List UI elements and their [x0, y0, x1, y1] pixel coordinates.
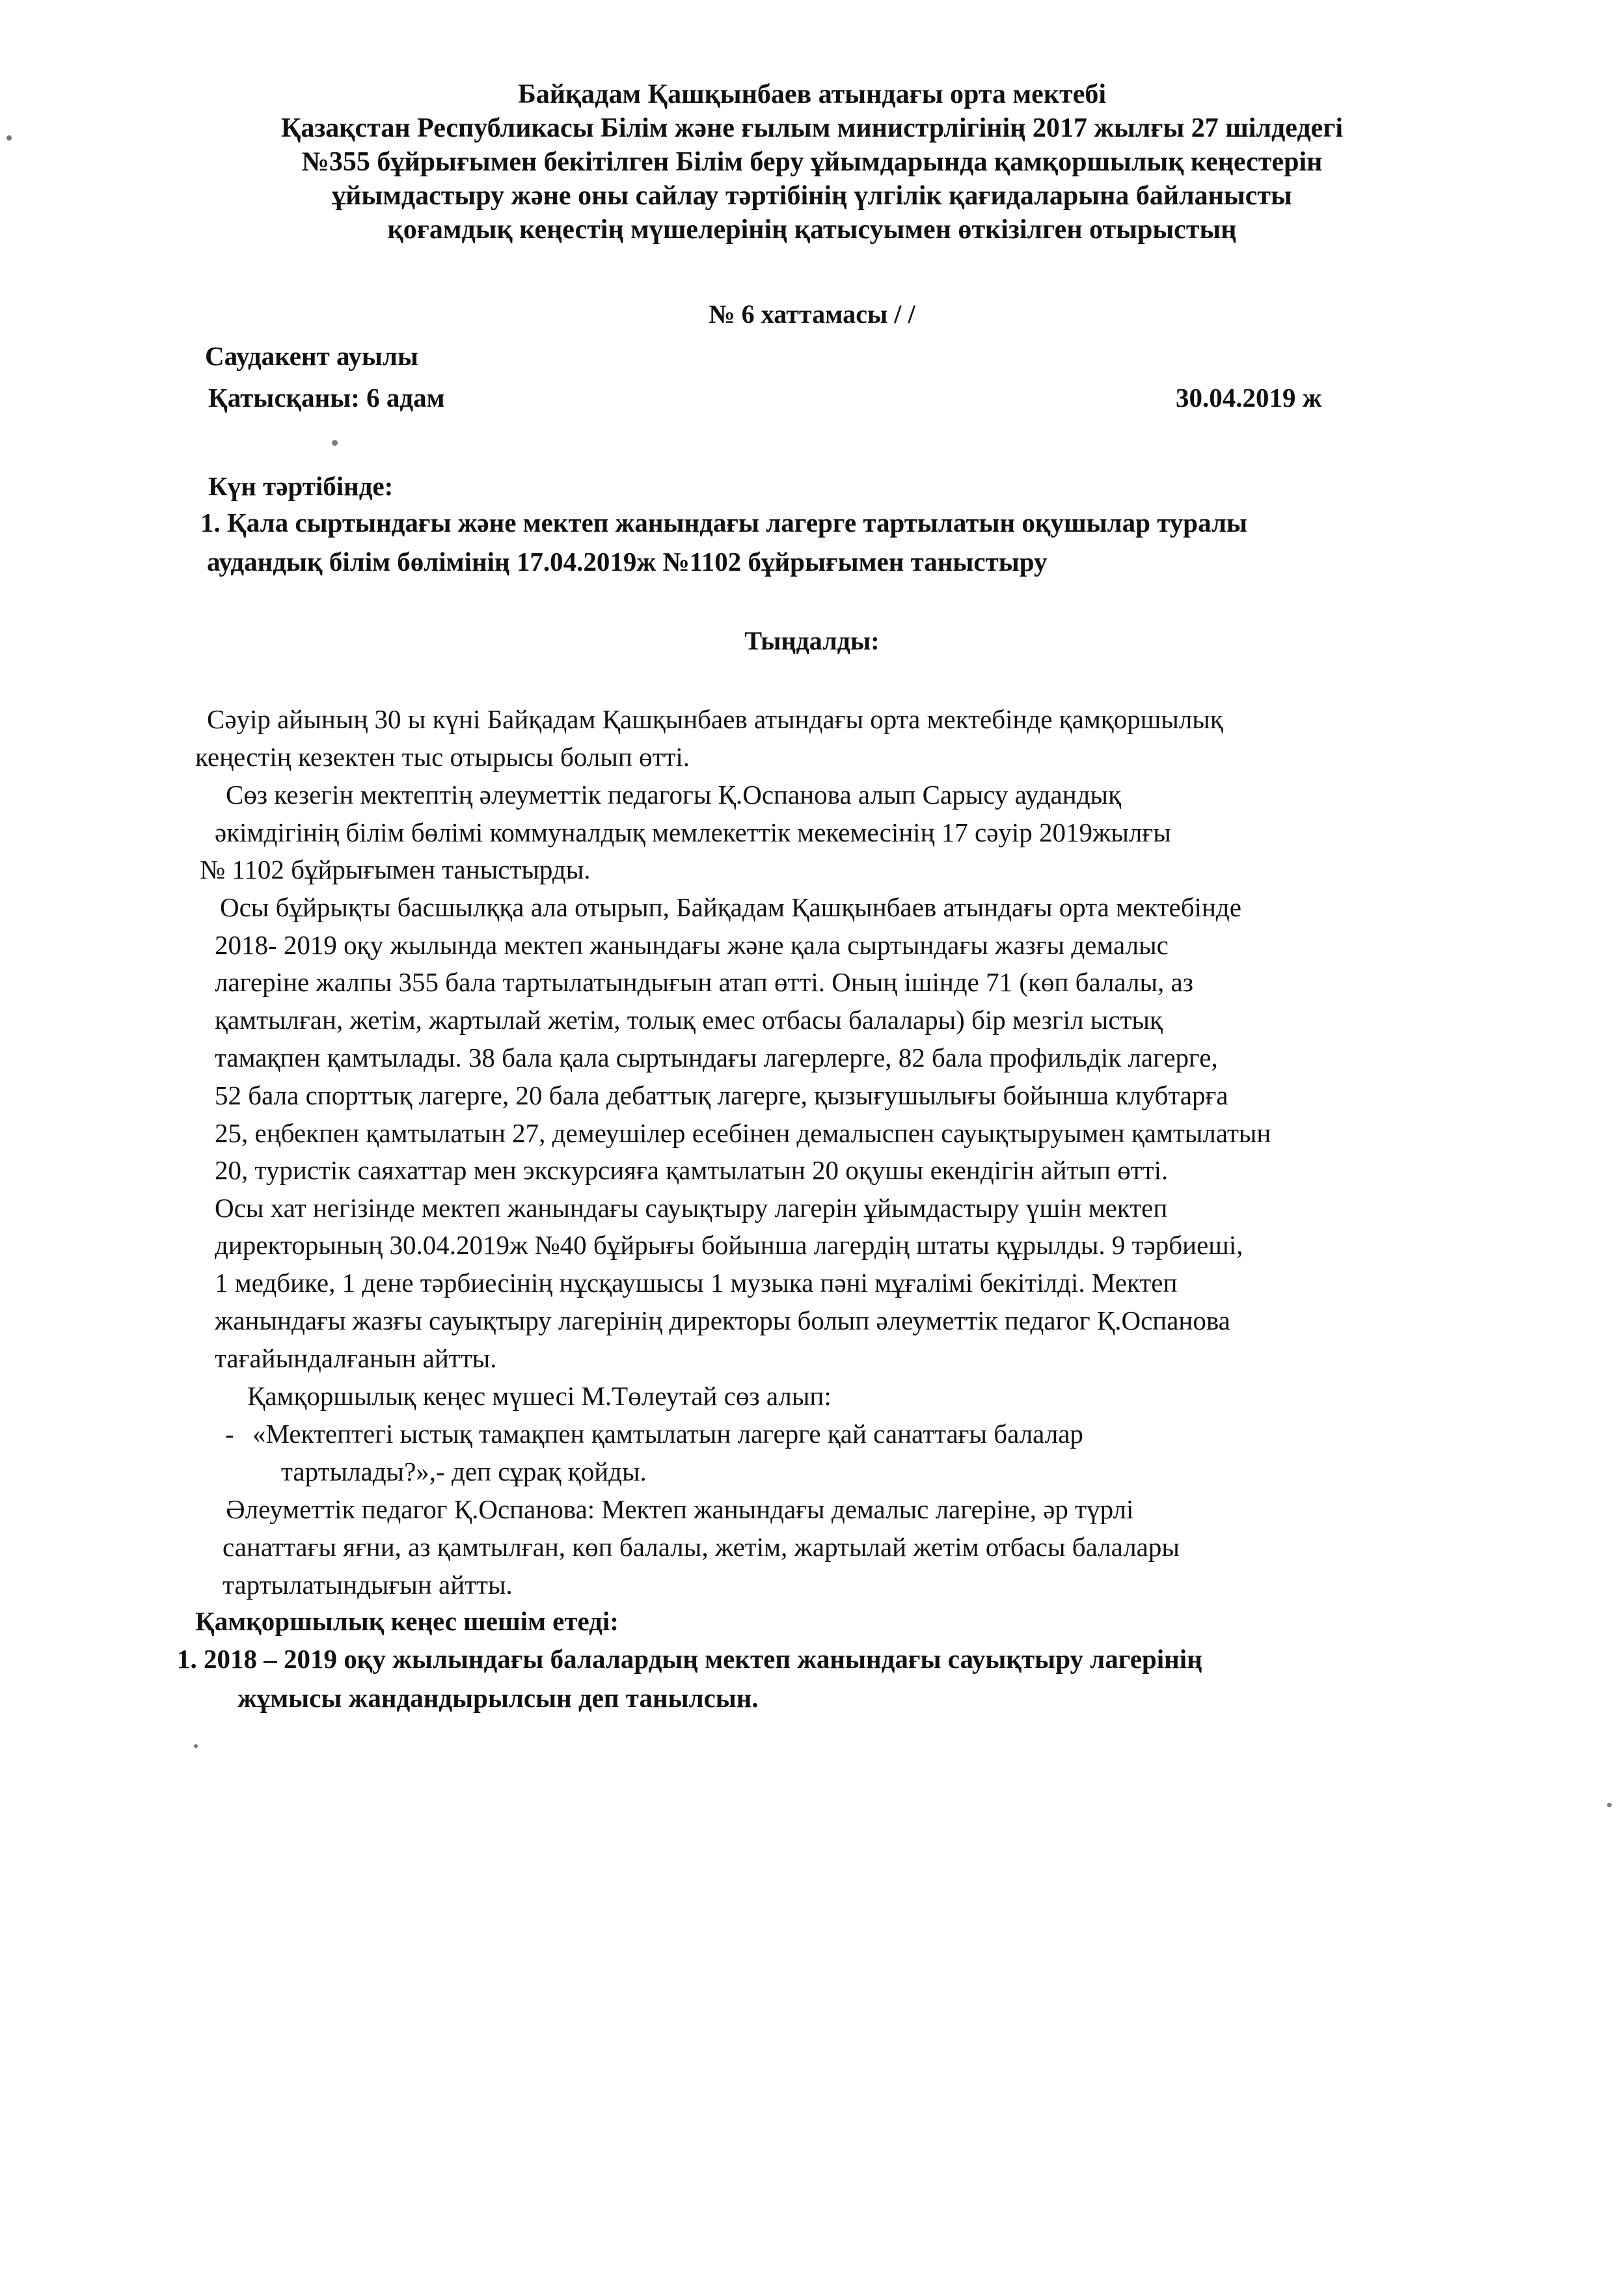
header-line-2: Қазақстан Республикасы Білім және ғылым министрлігінің 2017 жылғы 27 шілдедегі — [280, 113, 1344, 143]
decision-item-1-line-1: 1. 2018 – 2019 оқу жылындағы балалардың мектеп жанындағы сауықтыру лагерінің — [177, 1644, 1202, 1674]
village-name: Саудакент ауылы — [205, 341, 418, 371]
listened-heading: Тыңдалды: — [744, 626, 880, 655]
body-line: тартылады?»,- деп сұрақ қойды. — [281, 1456, 647, 1486]
body-line: әкімдігінің білім бөлімі коммуналдық мемлекеттік мекемесінің 17 сәуір 2019жылғы — [215, 817, 1171, 847]
list-dash: - — [225, 1419, 234, 1449]
body-line: директорының 30.04.2019ж №40 бұйрығы бойынша лагердің штаты құрылды. 9 тәрбиеші, — [215, 1230, 1243, 1260]
school-name: Байқадам Қашқынбаев атындағы орта мектебі — [517, 79, 1107, 109]
protocol-title: № 6 хаттамасы / / — [709, 299, 915, 329]
body-line: Сәуір айының 30 ы күні Байқадам Қашқынбаев атындағы орта мектебінде қамқоршылық — [207, 704, 1223, 734]
body-line: лагеріне жалпы 355 бала тартылатындығын атап өтті. Оның ішінде 71 (көп балалы, аз — [215, 967, 1193, 997]
body-line: Осы бұйрықты басшылққа ала отырып, Байқадам Қашқынбаев атындағы орта мектебінде — [220, 892, 1241, 922]
body-line: кеңестің кезектен тыс отырысы болып өтті. — [195, 742, 690, 772]
header-line-3: №355 бұйрығымен бекітілген Білім беру ұйымдарында қамқоршылық кеңестерін — [301, 147, 1323, 177]
protocol-date: 30.04.2019 ж — [1176, 383, 1322, 413]
body-line: Осы хат негізінде мектеп жанындағы сауықтыру лагерін ұйымдастыру үшін мектеп — [215, 1193, 1168, 1223]
body-line: тағайындалғанын айтты. — [215, 1343, 497, 1373]
decision-item-1-line-2: жұмысы жандандырылсын деп танылсын. — [237, 1683, 759, 1713]
agenda-item-1-line-2: аудандық білім бөлімінің 17.04.2019ж №1102 бұйрығымен таныстыру — [207, 547, 1048, 577]
body-line: 2018- 2019 оқу жылында мектеп жанындағы және қала сыртындағы жазғы демалыс — [215, 930, 1169, 960]
header-line-5: қоғамдық кеңестің мүшелерінің қатысуымен өткізілген отырыстың — [387, 215, 1237, 245]
body-line: № 1102 бұйрығымен таныстырды. — [200, 854, 591, 884]
scan-speck — [194, 1744, 198, 1748]
body-line: тамақпен қамтылады. 38 бала қала сыртындағы лагерлерге, 82 бала профильдік лагерге, — [215, 1043, 1218, 1073]
header-line-4: ұйымдастыру және оны сайлау тәртібінің үлгілік қағидаларына байланысты — [332, 181, 1292, 211]
scan-speck — [1607, 1803, 1612, 1807]
body-line: «Мектептегі ыстық тамақпен қамтылатын лагерге қай санаттағы балалар — [252, 1419, 1083, 1449]
body-line: 20, туристік саяхаттар мен экскурсияға қамтылатын 20 оқушы екендігін айтып өтті. — [215, 1155, 1169, 1185]
scan-speck — [7, 135, 12, 141]
body-line: Қамқоршылық кеңес мүшесі М.Төлеутай сөз алып: — [247, 1381, 832, 1411]
scan-speck — [332, 440, 338, 446]
body-line: Әлеуметтік педагог Қ.Оспанова: Мектеп жанындағы демалыс лагеріне, әр түрлі — [226, 1494, 1134, 1524]
body-line: қамтылған, жетім, жартылай жетім, толық емес отбасы балалары) бір мезгіл ыстық — [215, 1005, 1163, 1035]
decision-heading: Қамқоршылық кеңес шешім етеді: — [195, 1606, 619, 1636]
body-line: 25, еңбекпен қамтылатын 27, демеушілер есебінен демалыспен сауықтыруымен қамтылатын — [215, 1118, 1271, 1148]
body-line: жанындағы жазғы сауықтыру лагерінің директоры болып әлеуметтік педагог Қ.Оспанова — [215, 1306, 1230, 1335]
body-line: тартылатындығын айтты. — [223, 1570, 513, 1600]
attendees-count: Қатысқаны: 6 адам — [208, 383, 445, 413]
body-line: санаттағы яғни, аз қамтылған, көп балалы, жетім, жартылай жетім отбасы балалары — [223, 1532, 1180, 1562]
body-line: 1 медбике, 1 дене тәрбиесінің нұсқаушысы 1 музыка пәні мұғалімі бекітілді. Мектеп — [215, 1268, 1178, 1298]
agenda-heading: Күн тәртібінде: — [208, 471, 394, 501]
body-line: Сөз кезегін мектептің әлеуметтік педагогы Қ.Оспанова алып Сарысу аудандық — [226, 780, 1122, 810]
agenda-item-1-line-1: 1. Қала сыртындағы және мектеп жанындағы лагерге тартылатын оқушылар туралы — [200, 508, 1247, 538]
body-line: 52 бала спорттық лагерге, 20 бала дебаттық лагерге, қызығушылығы бойынша клубтарға — [215, 1080, 1228, 1110]
